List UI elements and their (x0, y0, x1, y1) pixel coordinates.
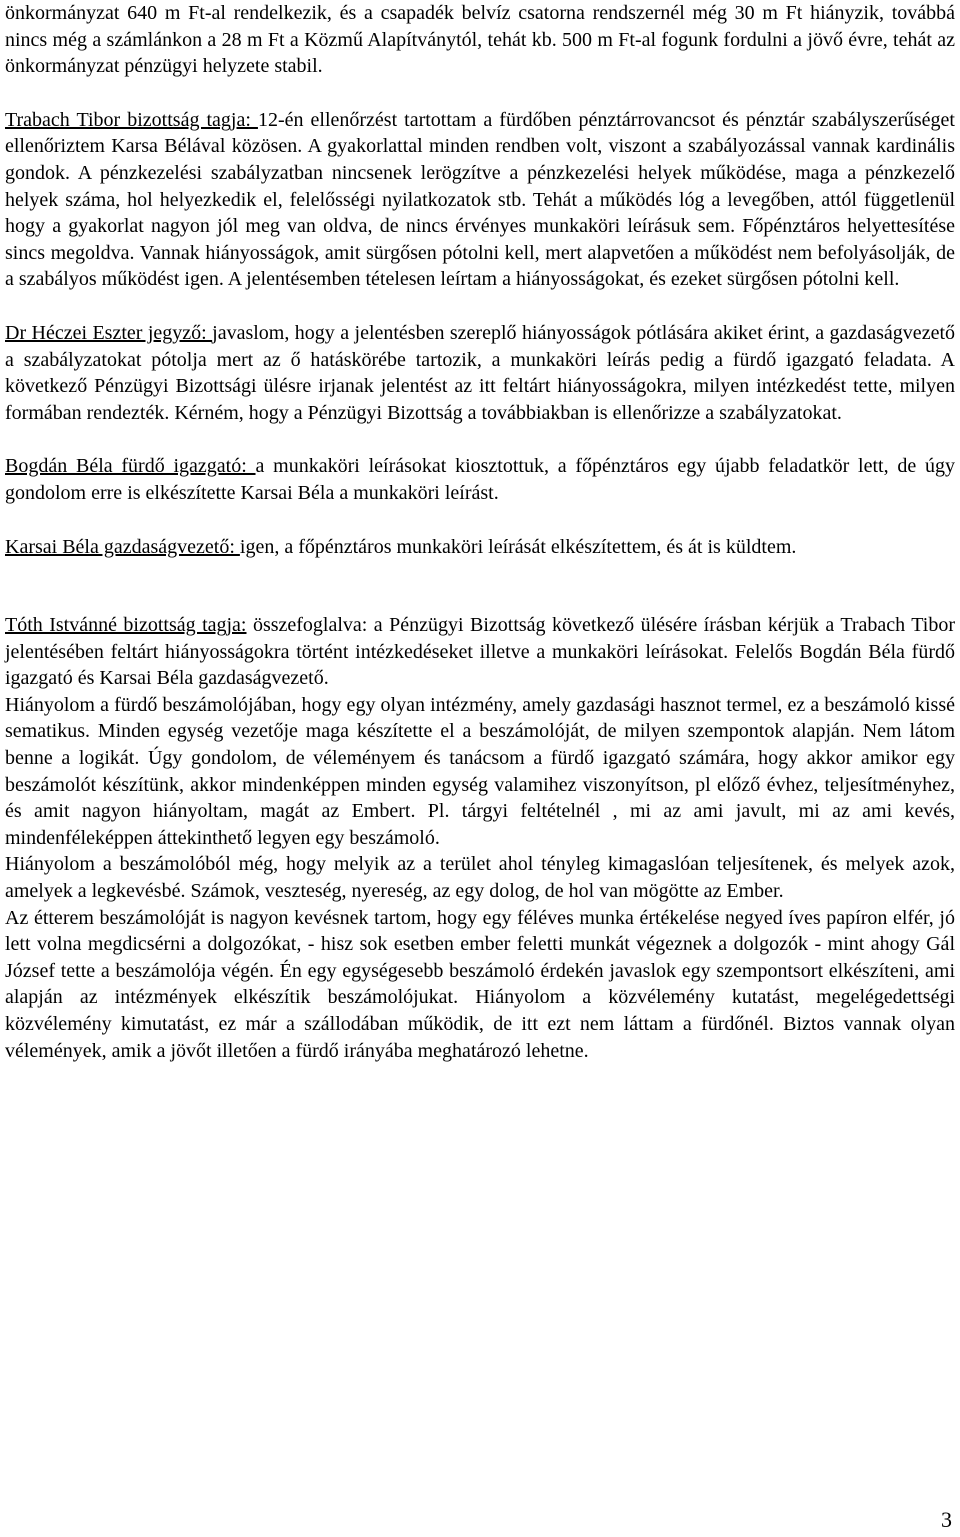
speaker-name: Bogdán Béla fürdő igazgató: (5, 455, 256, 478)
paragraph-karsai (5, 534, 955, 561)
paragraph-gap (5, 80, 955, 107)
paragraph-text: Hiányolom a fürdő beszámolójában, hogy egy olyan intézmény, amely gazdasági hasznot termel, ez a beszámoló kissé sematikus. Minden egység vezetője maga készítette el a beszámolóját, de milyen szempontok alapján. Nem látom benne a logikát. Úgy gondolom, de véleményem és tanácsom a fürdő igazgató számára, hogy akkor amikor egy beszámolót készítünk, akkor mindenképpen minden egység valamihez viszonyítson, pl előző évhez, teljesítményhez, és amit nagyon hiányoltam, magát az Embert. Pl. tárgyi feltételnél , mi az ami javult, mi az ami kevés, mindenféleképpen áttekinthető legyen egy beszámoló. (5, 693, 955, 849)
paragraph-text: a munkaköri leírásokat kiosztottuk, a főpénztáros egy újabb feladatkör lett, de úgy gondolom erre is elkészítette Karsai Béla a munkaköri leírást. (5, 455, 955, 504)
paragraph-heczei (5, 320, 955, 426)
paragraph-bogdan (5, 453, 955, 506)
paragraph-finance-summary (5, 0, 955, 80)
speaker-name: Trabach Tibor bizottság tagja: (5, 108, 258, 131)
paragraph-text: összefoglalva: a Pénzügyi Bizottság következő ülésére írásban kérjük a Trabach Tibor jelentésében feltárt hiányosságokra történt intézkedéseket illetve a munkaköri leírásokat. Felelős Bogdán Béla fürdő igazgató és Karsai Béla gazdaságvezető. (5, 614, 955, 690)
paragraph-text: igen, a főpénztáros munkaköri leírását elkészítettem, és át is küldtem. (239, 535, 797, 558)
paragraph-text: Az étterem beszámolóját is nagyon kevésnek tartom, hogy egy féléves munka értékelése negyed íves papíron elfér, jó lett volna megdicsérni a dolgozókat, - hisz sok esetben ember feletti munkát végeznek a dolgozók - mint ahogy Gál József tette a beszámolója végén. Én egy egységesebb beszámoló érdekén javaslok egy szempontsort elkészíteni, ami alapján az intézmények elkészítik beszámolójukat. Hiányolom a közvélemény kutatást, megelégedettségi közvélemény kimutatást, ez már a szállodában működik, de itt ezt nem láttam a fürdőnél. Biztos vannak olyan vélemények, amik a jövőt illetően a fürdő irányába meghatározó lehetne. (5, 906, 955, 1062)
speaker-name: Dr Héczei Eszter jegyző: (5, 321, 213, 344)
paragraph-report-missing (5, 851, 955, 904)
paragraph-gap (5, 293, 955, 320)
document-page (5, 0, 955, 1064)
paragraph-gap (5, 560, 955, 612)
paragraph-report-critique (5, 692, 955, 852)
paragraph-text: 12-én ellenőrzést tartottam a fürdőben pénztárrovancsot és pénztár szabályszerűséget ellenőriztem Karsa Bélával közösen. A gyakorlattal minden rendben volt, viszont a szabályozással vannak kardinális gondok. A pénzkezelési szabályzatban nincsenek lerögzítve a pénzkezelési helyek működése, maga a pénzkezelő helyek száma, hol helyezkedik el, felelősségi nyilatkozatok stb. Tehát a működés lóg a levegőben, attól függetlenül hogy a gyakorlat nagyon jól meg van oldva, de nincs érvényes munkaköri leírásuk sem. Főpénztáros helyettesítése sincs megoldva. Vannak hiányosságok, amit sürgősen pótolni kell, mert alapvetően a működést nem befolyásolják, de a szabályos működést igen. A jelentésemben tételesen leírtam a hiányosságokat, és ezeket sürgősen pótolni kell. (5, 108, 955, 291)
paragraph-toth (5, 612, 955, 692)
paragraph-text: Hiányolom a beszámolóból még, hogy melyik az a terület ahol tényleg kimagaslóan teljesítenek, és melyek azok, amelyek a legkevésbé. Számok, veszteség, nyereség, az egy dolog, de hol van mögötte az Ember. (5, 853, 955, 903)
paragraph-restaurant (5, 905, 955, 1065)
speaker-name: Tóth Istvánné bizottság tagja: (5, 614, 247, 637)
paragraph-trabach (5, 107, 955, 293)
paragraph-text: önkormányzat 640 m Ft-al rendelkezik, és a csapadék belvíz csatorna rendszernél még 30 m Ft hiányzik, továbbá nincs még a számlánkon a 28 m Ft a Közmű Alapítványtól, tehát kb. 500 m Ft-al fogunk fordulni a jövő évre, tehát az önkormányzat pénzügyi helyzete stabil. (5, 2, 955, 78)
speaker-name: Karsai Béla gazdaságvezető: (5, 535, 240, 558)
paragraph-gap (5, 507, 955, 534)
page-number: 3 (941, 1507, 952, 1532)
paragraph-text: javaslom, hogy a jelentésben szereplő hiányosságok pótlására akiket érint, a gazdaságvezető a szabályzatokat pótolja mert az ő hatáskörébe tartozik, a munkaköri leírás pedig a fürdő igazgató feladata. A következő Pénzügyi Bizottsági ülésre irjanak jelentést az itt feltárt hiányosságokra, milyen intézkedést tette, milyen formában rendezték. Kérném, hogy a Pénzügyi Bizottság a továbbiakban is ellenőrizze a szabályzatokat. (5, 321, 955, 424)
paragraph-gap (5, 426, 955, 453)
